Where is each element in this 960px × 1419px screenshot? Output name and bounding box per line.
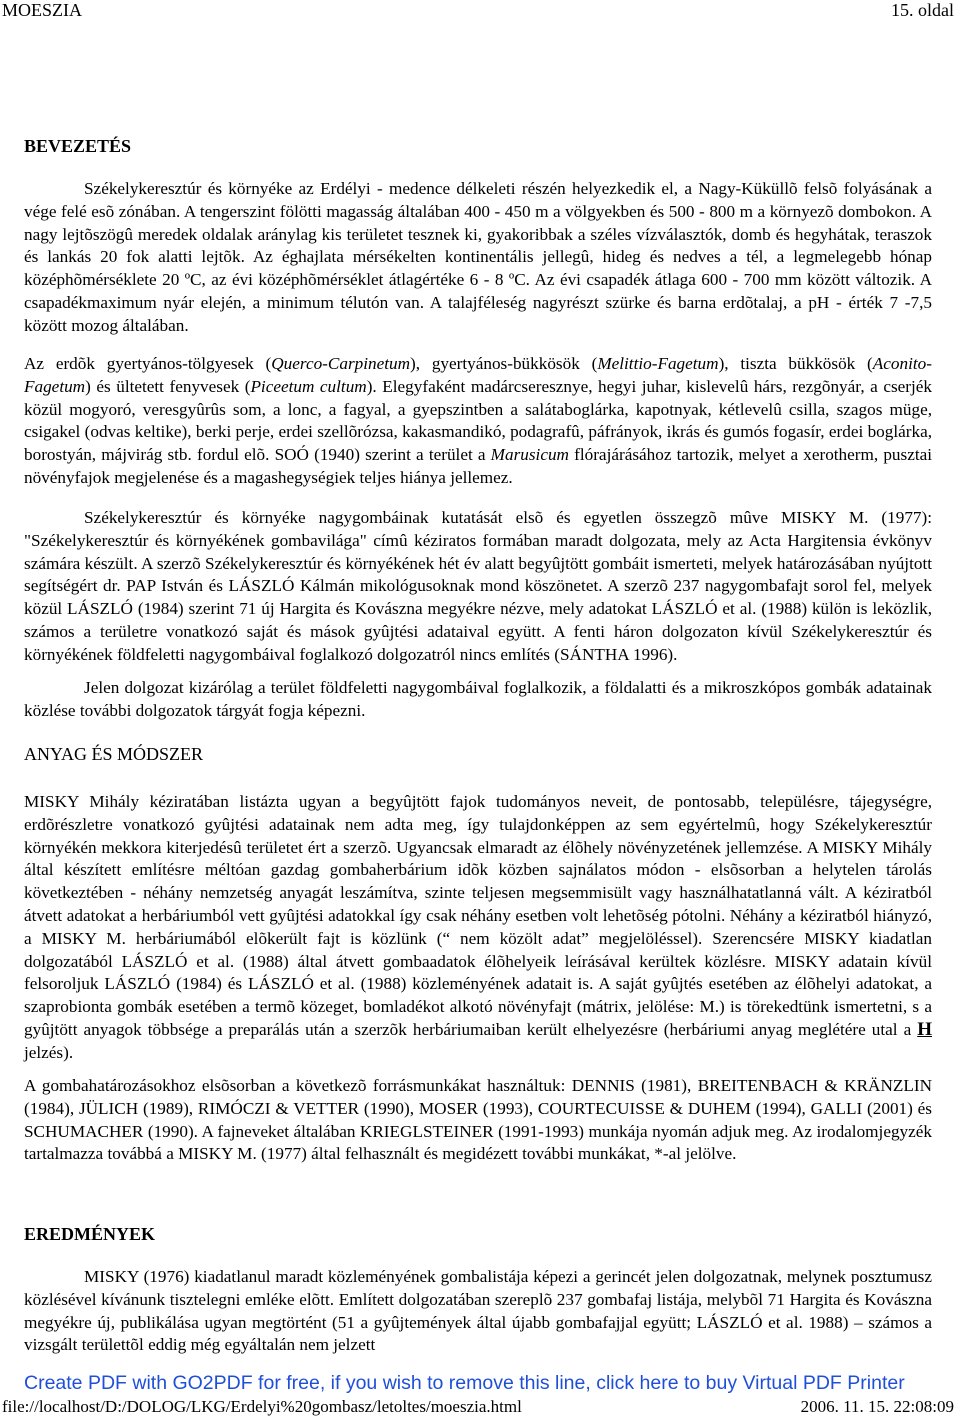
document-title: MOESZIA [2, 0, 82, 20]
paragraph-intro-4: Jelen dolgozat kizárólag a terület földfeletti nagygombáival foglalkozik, a földalatti és a mikroszkópos gombák adatainak közlése további dolgozatok tárgyát fogja képezni. [24, 678, 932, 720]
paragraph-methods-1: MISKY Mihály kéziratában listázta ugyan a begyûjtött fajok tudományos neveit, de pontosabb, településre, tájegységre, erdõrészletre vonatkozó gyûjtési adatainak nem adta meg, így tulajdonképpen az sem egyértelmû, hogy Székelykeresztúr környékén mekkora kiterjedésû területet ért a szerzõ. Ugyancsak elmaradt az élõhely növényzetének jellemzése. A MISKY Mihály által készített említésre méltóan gazdag gombaherbárium idõk közben sajnálatos módon - elsõsorban a helytelen tárolás következtében - néhány nemzetség anyagát leszámítva, szinte teljesen megsemmisült vagy használhatatlanná vált. A kéziratból átvett adatokat a herbáriumból vett gyûjtési adatokkal így csak néhány esetben volt lehetõség pótolni. Néhány a kéziratból hiányzó, a MISKY M. herbáriumából elõkerült fajt is közlünk (“ nem közölt adat” megjelöléssel). Szerencsére MISKY kiadatlan dolgozatából LÁSZLÓ et al. (1988) által átvett gombaadatok élõhelyeik leírásával kerültek közlésre. MISKY adatain kívül felsoroljuk LÁSZLÓ (1984) és LÁSZLÓ et al. (1988) közleményének adatait is. A saját gyûjtés esetében az élõhelyi adatokat, a szaprobionta gombák esetében a termõ közeget, bomladékot alkotó növényfajt (mátrix, jelölése: M.) is törekedtünk ismertetni, s a gyûjtött anyagok többsége a preparálás után a szerzõk herbáriumaiban került elhelyezésre (herbáriumi anyag meglétére utal a H jelzés). [24, 792, 932, 1062]
herbarium-mark: H [917, 1018, 932, 1040]
section-heading-results: EREDMÉNYEK [24, 1224, 156, 1244]
paragraph-intro-1: Székelykeresztúr és környéke az Erdélyi - medence délkeleti részén helyezkedik el, a Nagy-Küküllõ felsõ folyásának a vége felé esõ zónában. A tengerszint fölötti magasság általában 400 - 450 m a völgyekben és 500 - 800 m a környezõ dombokon. A nagy lejtõszögû meredek oldalak aránylag kis területet tesznek ki, gyakoribbak a széles vízválasztók, domb és hegyhátak, teraszok és lankás 20 fok alatti lejtõk. Az éghajlata mérsékelten kontinentális jellegû, hideg és nedves a tél, a legmelegebb hónap középhõmérséklete 20 ºC, az évi középhõmérséklet átlagértéke 6 - 8 ºC. Az évi csapadék átlaga 600 - 700 mm között változik. A csapadékmaximum nyár elején, a minimum télutón van. A talajféleség nagyrészt szürke és barna erdõtalaj, a pH - érték 7 -7,5 között mozog általában. [24, 179, 932, 335]
paragraph-results-1: MISKY (1976) kiadatlanul maradt közleményének gombalistája képezi a gerincét jelen dolgozatnak, melynek posztumusz közlésével kívánunk tisztelegni emléke elõtt. Említett dolgozatában szereplõ 237 gombafaj listája, melybõl 71 Hargita és Kovászna megyékre új, publikálása ugyan megtörtént (51 a gyûjtemények által újabb gombafajjal együtt; LÁSZLÓ et al. 1988) – számos a vizsgált területtõl eddig még egyáltalán nem jelzett [24, 1267, 932, 1355]
paragraph-intro-3: Székelykeresztúr és környéke nagygombáinak kutatását elsõ és egyetlen összegzõ mûve MISKY M. (1977): "Székelykeresztúr és környékének gombavilága" címû kéziratos formában maradt dolgozata, mely az Acta Hargitensia évkönyv számára készült. A szerzõ Székelykeresztúr és környékének hét év alatt begyûjtött gombáit ismerteti, melyek határozásában nyújtott segítségért dr. PAP István és LÁSZLÓ Kálmán mikológusoknak mond köszönetet. A szerzõ 237 nagygombafajt sorol fel, melyek közül LÁSZLÓ (1984) szerint 71 új Hargita és Kovászna megyékre nézve, mely adatokat LÁSZLÓ et al. (1988) külön is leközlik, számos a területre vonatkozó saját és mások gyûjtési adataival együtt. A fenti háron dolgozaton kívül Székelykeresztúr és környékének földfeletti nagygombáival foglalkozó dolgozatról nincs említés (SÁNTHA 1996). [24, 508, 932, 664]
paragraph-methods-2: A gombahatározásokhoz elsõsorban a következõ forrásmunkákat használtuk: DENNIS (1981), BREITENBACH & KRÄNZLIN (1984), JÜLICH (1989), RIMÓCZI & VETTER (1990), MOSER (1993), COURTECUISSE & DUHEM (1994), GALLI (2001) és SCHUMACHER (1990). A fajneveket általában KRIEGLSTEINER (1991-1993) munkája nyomán adjuk meg. Az irodalomjegyzék tartalmazza továbbá a MISKY M. (1977) által felhasznált és megidézett további munkákat, *-al jelölve. [24, 1076, 932, 1164]
pdf-printer-banner-link[interactable]: Create PDF with GO2PDF for free, if you wish to remove this line, click here to buy Virtual PDF Printer [24, 1372, 905, 1394]
footer-datetime: 2006. 11. 15. 22:08:09 [800, 1397, 954, 1416]
page-number: 15. oldal [891, 0, 954, 20]
section-heading-intro: BEVEZETÉS [24, 136, 132, 156]
page-header [0, 0, 960, 24]
paragraph-intro-2: Az erdõk gyertyános-tölgyesek (Querco-Carpinetum), gyertyános-bükkösök (Melittio-Fagetum), tiszta bükkösök (Aconito-Fagetum) és ültetett fenyvesek (Piceetum cultum). Elegyfaként madárcseresznye, hegyi juhar, kislevelû hárs, rezgõnyár, a cserjék közül mogyoró, veresgyûrûs som, a lonc, a fagyal, a gyepszintben a salátaboglárka, kapotnyak, kétlevelû csilla, szagos müge, csigakel (odvas keltike), berki perje, erdei szellõrózsa, kakasmandikó, podagrafû, páfrányok, ikrás és gumós fogasír, erdei boglárka, borostyán, májvirág stb. fordul elõ. SOÓ (1940) szerint a terület a Marusicum flórajárásához tartozik, melyet a xerotherm, pusztai növényfajok megjelenése és a magashegységiek teljes hiánya jellemez. [24, 354, 933, 487]
section-heading-methods: ANYAG ÉS MÓDSZER [24, 744, 204, 764]
footer-file-url: file://localhost/D:/DOLOG/LKG/Erdelyi%20gombasz/letoltes/moeszia.html [2, 1397, 522, 1416]
